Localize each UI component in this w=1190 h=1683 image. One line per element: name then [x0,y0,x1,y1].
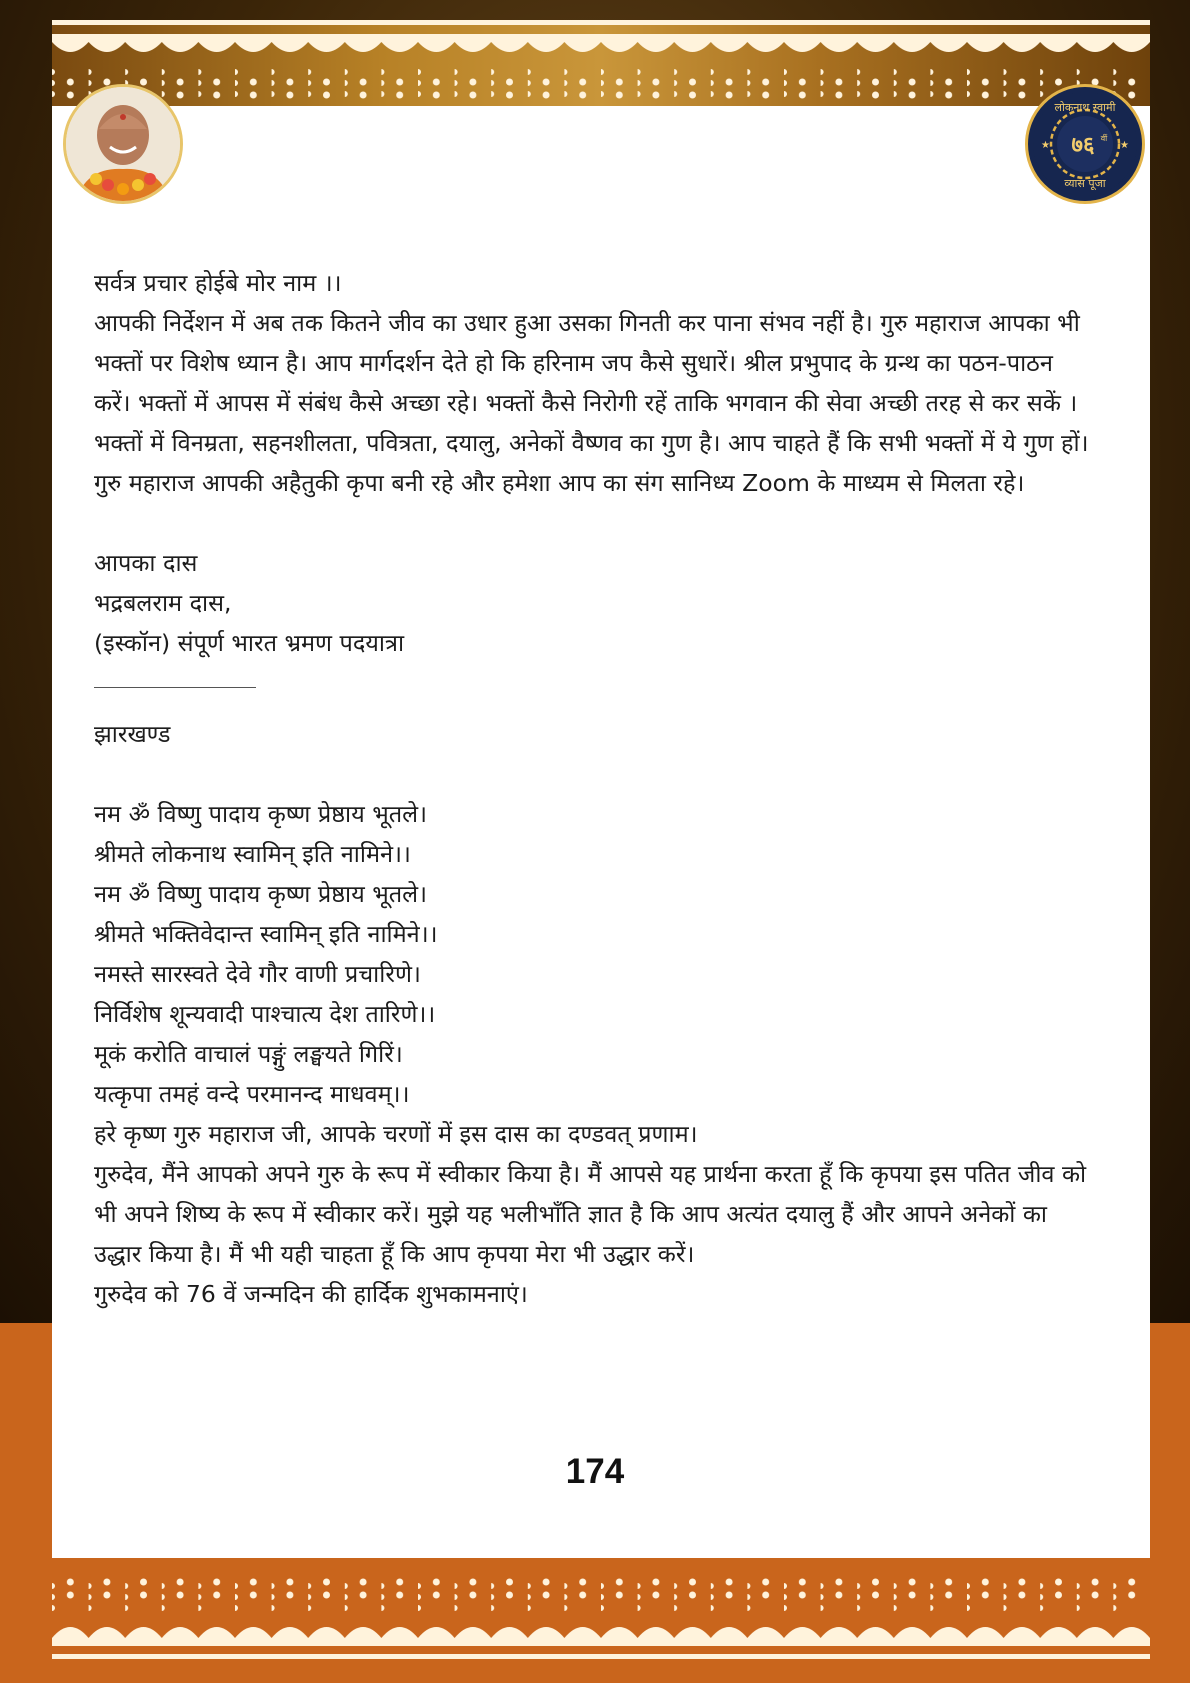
emblem-suffix: वीं [1100,134,1108,143]
verse-line: श्रीमते लोकनाथ स्वामिन् इति नामिने।। [94,840,411,868]
emblem-number: ७६ [1071,132,1095,158]
star-icon: ★ [1041,140,1050,151]
verse-line: मूकं करोति वाचालं पङ्गुं लङ्घयते गिरिं। [94,1040,403,1068]
region-heading: झारखण्ड [94,720,171,748]
spacer [94,754,1094,794]
bottom-decorative-border [52,1558,1150,1663]
text-paragraph: भक्तों में विनम्रता, सहनशीलता, पवित्रता, दयालु, अनेकों वैष्णव का गुण है। आप चाहते हैं कि सभी भक्तों में ये गुण हों। गुरु महाराज आपकी अहैतुकी कृपा बनी रहे और हमेशा आप का संग सानिध्य Zoom के माध्यम से मिलता रहे। [94,429,1089,497]
signature-line: (इस्कॉन) संपूर्ण भारत भ्रमण पदयात्रा [94,629,405,657]
vyas-puja-emblem [1025,84,1145,204]
top-scallop-pattern [52,20,1150,106]
separator-line [94,663,256,688]
text-line: गुरुदेव को 76 वें जन्मदिन की हार्दिक शुभकामनाएं। [94,1280,528,1308]
letter-body [94,263,1094,1314]
verse-line: श्रीमते भक्तिवेदान्त स्वामिन् इति नामिने।। [94,920,438,948]
emblem-top-text: लोकनाथ स्वामी [1054,101,1116,114]
signature-line: भद्रबलराम दास, [94,589,232,617]
bottom-scallop-pattern [52,1558,1150,1663]
verse-line: यत्कृपा तमहं वन्दे परमानन्द माधवम्।। [94,1080,410,1108]
text-line: सर्वत्र प्रचार होईबे मोर नाम ।। [94,269,342,297]
text-paragraph: गुरुदेव, मैंने आपको अपने गुरु के रूप में स्वीकार किया है। मैं आपसे यह प्रार्थना करता हूँ कि कृपया इस पतित जीव को भी अपने शिष्य के रूप में स्वीकार करें। मुझे यह भलीभाँति ज्ञात है कि आप अत्यंत दयालु हैं और आपने अनेकों का उद्धार किया है। मैं भी यही चाहता हूँ कि आप कृपया मेरा भी उद्धार करें। [94,1160,1087,1268]
verse-line: नमस्ते सारस्वते देवे गौर वाणी प्रचारिणे। [94,960,421,988]
emblem-bottom-text: व्यास पूजा [1064,177,1106,190]
verse-line: नम ॐ विष्णु पादाय कृष्ण प्रेष्ठाय भूतले। [94,800,427,828]
verse-line: नम ॐ विष्णु पादाय कृष्ण प्रेष्ठाय भूतले। [94,880,427,908]
greeting-line: हरे कृष्ण गुरु महाराज जी, आपके चरणों में इस दास का दण्डवत् प्रणाम। [94,1120,698,1148]
star-icon: ★ [1120,140,1129,151]
bottom-border-stripe [52,1654,1150,1659]
text-paragraph: आपकी निर्देशन में अब तक कितने जीव का उधार हुआ उसका गिनती कर पाना संभव नहीं है। गुरु महाराज आपका भी भक्तों पर विशेष ध्यान है। आप मार्गदर्शन देते हो कि हरिनाम जप कैसे सुधारें। श्रील प्रभुपाद के ग्रन्थ का पठन-पाठन करें। भक्तों में आपस में संबंध कैसे अच्छा रहे। भक्तों कैसे निरोगी रहें ताकि भगवान की सेवा अच्छी तरह से कर सकें । [94,309,1080,417]
verse-line: निर्विशेष शून्यवादी पाश्चात्य देश तारिणे।। [94,1000,436,1028]
guru-portrait [63,84,183,204]
spacer [94,503,1094,543]
signature-line: आपका दास [94,549,198,577]
top-decorative-border [52,20,1150,106]
page-number: 174 [565,1452,625,1491]
